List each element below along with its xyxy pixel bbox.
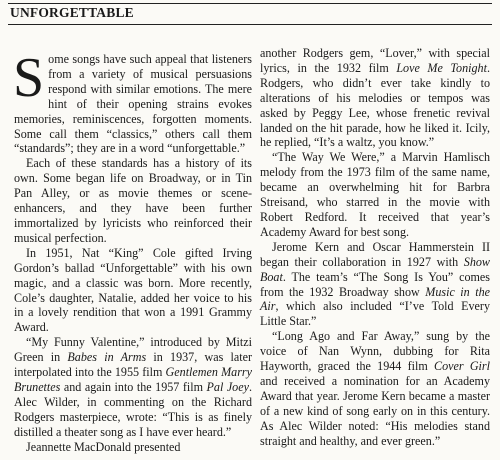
- paragraph-intro: [13, 47, 252, 156]
- drop-cap: S: [13, 47, 45, 109]
- text-run: , which also included “I’ve Told Every Little Star.”: [260, 299, 490, 329]
- paragraph-long-ago: [260, 329, 490, 448]
- text-run: . Rodgers, who didn’t ever take kindly to alterations of his melodies or tempos was asked by Peggy Lee, whose frenetic revival landed on the hit parade, how he liked it. Icily, he replied, “It’s a waltz, you know.”: [260, 60, 490, 150]
- left-column: [13, 47, 253, 454]
- text-run: . The team’s “The Song Is You” comes from the 1932 Broadway show: [260, 269, 490, 299]
- text-run: in 1937, was later interpolated into the 1955 film: [14, 350, 253, 380]
- text-run: “Long Ago and Far Away,” sung by the voice of Nan Wynn, dubbing for Rita Hayworth, graced the 1944 film: [260, 329, 490, 374]
- right-column: [260, 46, 490, 448]
- text-run: and received a nomination for an Academy Award that year. Jerome Kern became a master of a new kind of song early on in this century. As Alec Wilder noted: “His melodies stand straight and healthy, and ever green.”: [260, 373, 490, 448]
- paragraph-lover: [260, 46, 490, 150]
- intro-text: ome songs have such appeal that listeners from a variety of musical persuasions respond with similar emotions. The mere hint of their opening strains evokes memories, reminiscences, forgotten moments. Some call them “classics,” others call them “standards”; they are in a word “unforgettable.”: [14, 52, 252, 156]
- title-show-boat: Show Boat: [260, 254, 490, 284]
- text-run: another Rodgers gem, “Lover,” with special lyrics, in the 1932 film: [260, 46, 490, 75]
- paragraph-funny-valentine: [14, 335, 252, 439]
- paragraph-macdonald-start: Jeannette MacDonald presented: [26, 439, 181, 454]
- title-music-in-the-air: Music in the Air: [260, 284, 490, 314]
- title-love-me-tonight: Love Me Tonight: [396, 60, 487, 75]
- title-cover-girl: Cover Girl: [434, 359, 490, 374]
- paragraph-kern-hammerstein: [260, 240, 490, 329]
- paragraph-standards: Each of these standards has a history of its own. Some began life on Broadway, or in Tin Pan Alley, or as movie themes or scene-enhancers, and they have been further immortalized by lyricists who reinforced their musical perfection.: [14, 156, 252, 245]
- paragraph-way-we-were: “The Way We Were,” a Marvin Hamlisch melody from the 1973 film of the same name, became an overwhelming hit for Barbra Streisand, who starred in the movie with Robert Redford. It received that year’s Academy Award for best song.: [260, 150, 490, 239]
- paragraph-unforgettable: In 1951, Nat “King” Cole gifted Irving Gordon’s ballad “Unforgettable” with his own magic, and a classic was born. More recently, Cole’s daughter, Natalie, added her voice to his in a lovely rendition that won a 1991 Grammy Award.: [14, 245, 252, 335]
- text-run: . Alec Wilder, in commenting on the Richard Rodgers masterpiece, wrote: “This is as finely distilled a theater song as I have ever heard.”: [14, 379, 253, 439]
- header-rule-bottom: [8, 24, 492, 25]
- text-run: and again into the 1957 film: [60, 379, 207, 394]
- title-gentlemen-marry-brunettes: Gentlemen Marry Brunettes: [14, 365, 253, 394]
- page-heading: UNFORGETTABLE: [10, 5, 134, 20]
- text-run: Jerome Kern and Oscar Hammerstein II began their collaboration in 1927 with: [260, 239, 490, 269]
- title-pal-joey: Pal Joey: [206, 379, 249, 394]
- header-rule-top: [8, 3, 492, 4]
- title-babes-in-arms: Babes in Arms: [67, 350, 147, 365]
- text-run: “My Funny Valentine,” introduced by Mitzi Green in: [14, 335, 252, 365]
